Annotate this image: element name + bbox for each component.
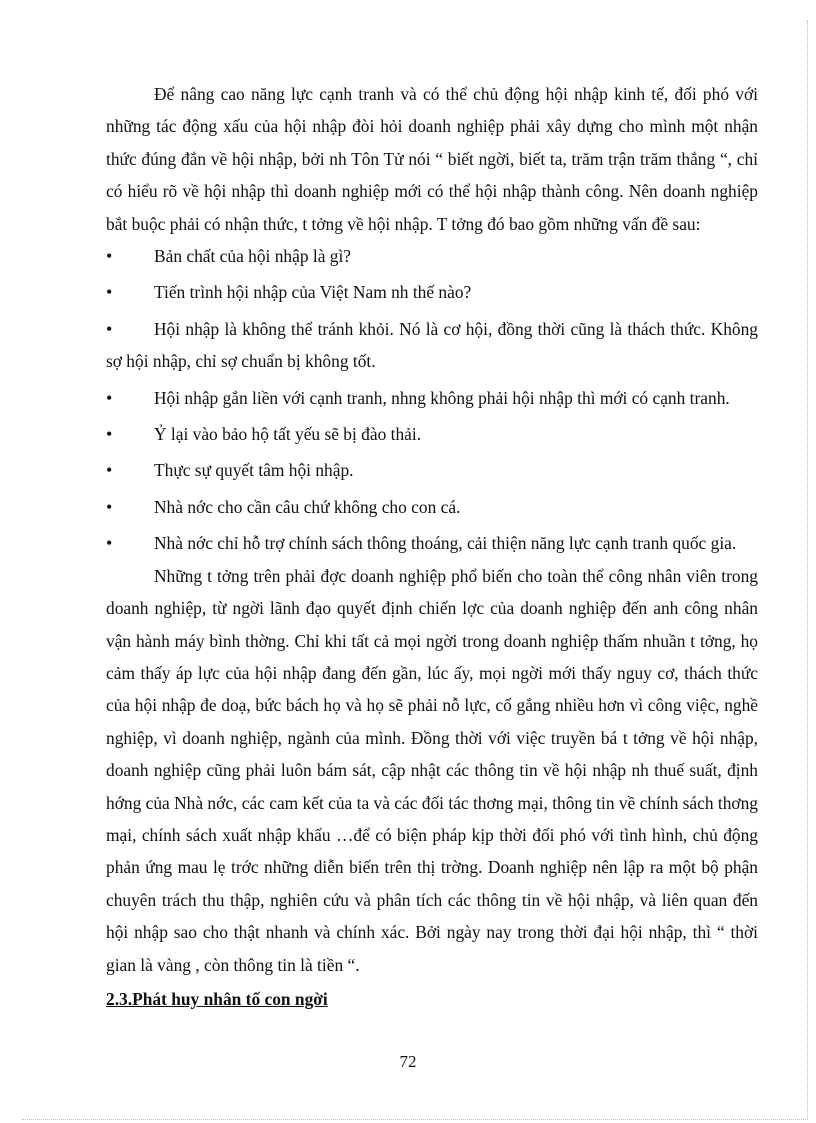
list-item-text: Hội nhập là không thể tránh khỏi. Nó là cơ hội, đồng thời cũng là thách thức. Không sợ hội nhập, chỉ sợ chuẩn bị không tốt. xyxy=(106,318,758,372)
list-item xyxy=(106,240,758,272)
list-item xyxy=(106,418,758,450)
list-item-text: Hội nhập gắn liền với cạnh tranh, nhng không phải hội nhập thì mới có cạnh tranh. xyxy=(154,387,730,408)
bullet-icon: • xyxy=(106,424,113,445)
list-item xyxy=(106,276,758,308)
list-item-text: Nhà nớc chỉ hỗ trợ chính sách thông thoáng, cải thiện năng lực cạnh tranh quốc gia. xyxy=(154,533,737,554)
list-item xyxy=(106,491,758,523)
list-item xyxy=(106,527,758,559)
bullet-icon: • xyxy=(106,496,113,517)
page-border-bottom xyxy=(22,1119,808,1120)
intro-paragraph: Để nâng cao năng lực cạnh tranh và có thể chủ động hội nhập kinh tế, đối phó với những tác động xấu của hội nhập đòi hỏi doanh nghiệp phải xây dựng cho mình một nhận thức đúng đắn về hội nhập, bởi nh Tôn Tử nói “ biết ngời, biết ta, trăm trận trăm thắng “, chỉ có hiểu rõ về hội nhập thì doanh nghiệp mới có thể hội nhập thành công. Nên doanh nghiệp bắt buộc phải có nhận thức, t tởng về hội nhập. T tởng đó bao gồm những vấn đề sau: xyxy=(106,84,758,234)
bullet-icon: • xyxy=(106,387,113,408)
list-item-text: Bản chất của hội nhập là gì? xyxy=(154,246,352,267)
list-item-text: Thực sự quyết tâm hội nhập. xyxy=(154,460,354,481)
list-item xyxy=(106,382,758,414)
list-item xyxy=(106,454,758,486)
page-border-right xyxy=(807,20,808,1118)
section-heading: 2.3.Phát huy nhân tố con ngời xyxy=(106,988,328,1009)
bullet-icon: • xyxy=(106,533,113,554)
bullet-icon: • xyxy=(106,318,113,339)
bullet-icon: • xyxy=(106,246,113,267)
list-item xyxy=(106,313,758,378)
list-item-text: Tiến trình hội nhập của Việt Nam nh thế nào? xyxy=(154,282,472,303)
bullet-icon: • xyxy=(106,282,113,303)
list-item-text: Nhà nớc cho cần câu chứ không cho con cá. xyxy=(154,496,461,517)
list-item-text: Ỷ lại vào bảo hộ tất yếu sẽ bị đào thải. xyxy=(154,424,422,445)
body-text xyxy=(106,78,758,1015)
bullet-icon: • xyxy=(106,460,113,481)
body-paragraph: Những t tởng trên phải đợc doanh nghiệp phổ biến cho toàn thể công nhân viên trong doanh nghiệp, từ ngời lãnh đạo quyết định chiến lợc của doanh nghiệp đến anh công nhân vận hành máy bình thờng. Chỉ khi tất cả mọi ngời trong doanh nghiệp thấm nhuần t tởng, họ cảm thấy áp lực của hội nhập đang đến gần, lúc ấy, mọi ngời mới thấy nguy cơ, thách thức của hội nhập đe doạ, bức bách họ và họ sẽ phải nỗ lực, cố gắng nhiều hơn vì công việc, nghề nghiệp, vì doanh nghiệp, ngành của mình. Đồng thời với việc truyền bá t tởng về hội nhập, doanh nghiệp cũng phải luôn bám sát, cập nhật các thông tin về hội nhập nh thuế suất, định hớng của Nhà nớc, các cam kết của ta và các đối tác thơng mại, thông tin về chính sách thơng mại, chính sách xuất nhập khẩu …để có biện pháp kịp thời đối phó với tình hình, chủ động phản ứng mau lẹ trớc những diễn biến trên thị trờng. Doanh nghiệp nên lập ra một bộ phận chuyên trách thu thập, nghiên cứu và phân tích các thông tin về hội nhập, và liên quan đến hội nhập sao cho thật nhanh và chính xác. Bởi ngày nay trong thời đại hội nhập, thì “ thời gian là vàng , còn thông tin là tiền “. xyxy=(106,565,758,975)
page-number: 72 xyxy=(399,1052,417,1071)
bullet-list xyxy=(106,240,758,560)
